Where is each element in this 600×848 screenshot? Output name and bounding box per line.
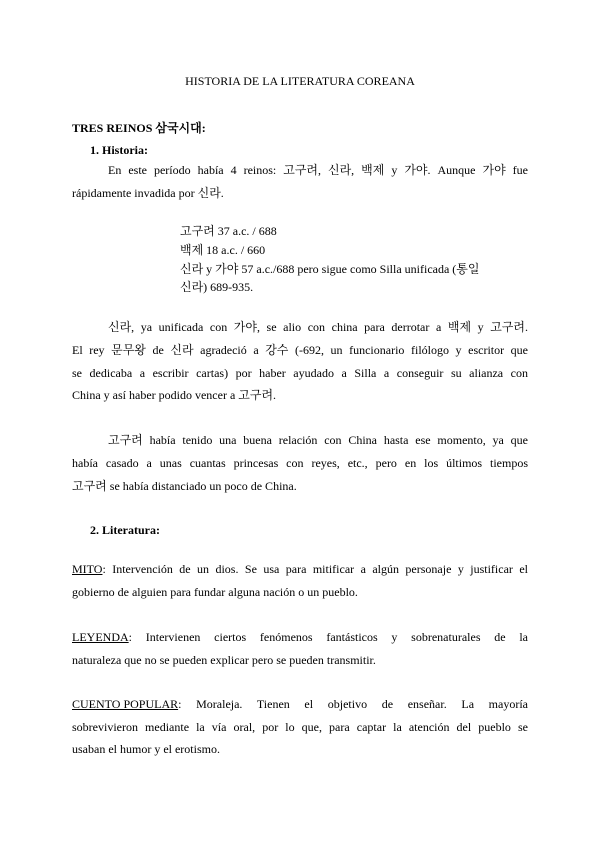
historia-heading: 1. Historia: <box>90 143 148 157</box>
leyenda-line: naturaleza que no se pueden explicar pero se pueden transmitir. <box>72 653 376 667</box>
historia-p3-line: 고구려 se había distanciado un poco de China. <box>72 479 297 493</box>
literatura-heading: 2. Literatura: <box>90 523 160 537</box>
historia-p2-line: se dedicaba a escribir cartas) por haber ayudado a Silla a conseguir su alianza con <box>72 366 528 380</box>
historia-p2-line: 신라, ya unificada con 가야, se alio con china para derrotar a 백제 y 고구려. <box>108 320 528 334</box>
cuento-term: CUENTO POPULAR <box>72 697 179 711</box>
date-line: 신라 y 가야 57 a.c./688 pero sigue como Silla unificada (통일 <box>180 262 480 276</box>
cuento-line <box>72 697 528 712</box>
date-line: 백제 18 a.c. / 660 <box>180 243 266 257</box>
leyenda-term: LEYENDA <box>72 630 129 644</box>
mito-line <box>72 562 528 577</box>
mito-term: MITO <box>72 562 103 576</box>
cuento-line: sobrevivieron mediante la vía oral, por lo que, para captar la atención del pueblo se <box>72 720 528 734</box>
leyenda-definition: : Intervienen ciertos fenómenos fantásticos y sobrenaturales de la <box>128 630 528 644</box>
date-line: 고구려 37 a.c. / 688 <box>180 224 277 238</box>
historia-p3-line: 고구려 había tenido una buena relación con China hasta ese momento, ya que <box>108 433 528 447</box>
mito-definition: : Intervención de un dios. Se usa para mitificar a algún personaje y justificar el <box>102 562 528 576</box>
historia-p1-line: En este período había 4 reinos: 고구려, 신라, 백제 y 가야. Aunque 가야 fue <box>108 163 528 177</box>
section-heading: TRES REINOS 삼국시대: <box>72 121 206 135</box>
cuento-line: usaban el humor y el erotismo. <box>72 742 220 756</box>
historia-p2-line: China y así haber podido vencer a 고구려. <box>72 388 277 402</box>
leyenda-line <box>72 630 528 645</box>
cuento-definition: : Moraleja. Tienen el objetivo de enseñar. La mayoría <box>178 697 528 711</box>
date-line: 신라) 689-935. <box>180 280 254 294</box>
historia-p1-line: rápidamente invadida por 신라. <box>72 186 224 200</box>
historia-p2-line: El rey 문무왕 de 신라 agradeció a 강수 (-692, un funcionario filólogo y escritor que <box>72 343 528 357</box>
document-title: HISTORIA DE LA LITERATURA COREANA <box>185 74 415 88</box>
historia-p3-line: había casado a unas cuantas princesas con reyes, etc., pero en los últimos tiempos <box>72 456 528 470</box>
mito-line: gobierno de alguien para fundar alguna nación o un pueblo. <box>72 585 358 599</box>
